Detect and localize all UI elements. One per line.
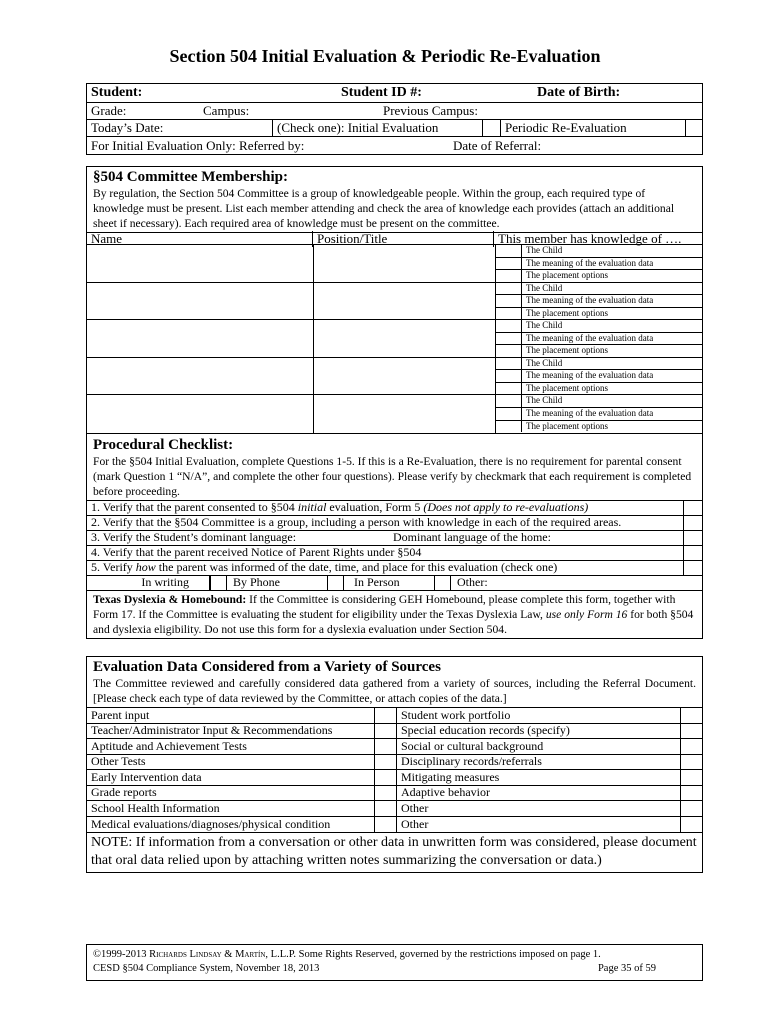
evaluation-left-checkbox[interactable]: [374, 755, 397, 770]
copyright-rights: , L.L.P. Some Rights Reserved, governed by the restrictions imposed on page 1.: [265, 949, 601, 960]
knowledge-checkbox[interactable]: [496, 383, 522, 395]
evaluation-intro: The Committee reviewed and carefully considered data gathered from a variety of sources, including the Referral Document. [Please check each type of data reviewed by the Committee, or attach copies of the data.]: [93, 677, 696, 705]
todays-date-label[interactable]: Today’s Date:: [87, 120, 273, 136]
evaluation-right-checkbox[interactable]: [680, 739, 702, 754]
evaluation-row: [87, 817, 702, 833]
knowledge-label: The meaning of the evaluation data: [526, 257, 654, 268]
procedural-item-5-checkbox[interactable]: [683, 561, 702, 575]
evaluation-left-checkbox[interactable]: [374, 801, 397, 816]
knowledge-item: [496, 245, 702, 258]
evaluation-row: [87, 786, 702, 802]
knowledge-checkbox[interactable]: [496, 333, 522, 345]
evaluation-row: [87, 708, 702, 724]
evaluation-source-right: Special education records (specify): [401, 723, 570, 738]
knowledge-item: [496, 395, 702, 408]
evaluation-right-checkbox[interactable]: [680, 724, 702, 739]
item5-rest: the parent was informed of the date, time, and place for this evaluation (check one): [155, 560, 558, 574]
member-row: [87, 358, 702, 396]
evaluation-source-right: Other: [401, 816, 429, 831]
knowledge-label: The placement options: [526, 270, 608, 280]
evaluation-source-left: Early Intervention data: [91, 769, 202, 784]
page-title: Section 504 Initial Evaluation & Periodic Re-Evaluation: [169, 46, 601, 66]
evaluation-right-checkbox[interactable]: [680, 755, 702, 770]
knowledge-label: The Child: [526, 395, 563, 405]
footer-system: CESD §504 Compliance System, November 18, 2013: [93, 963, 320, 974]
knowledge-item: [496, 333, 702, 346]
column-header-name: Name: [87, 231, 313, 247]
committee-title: §504 Committee Membership:: [93, 169, 288, 185]
evaluation-left-checkbox[interactable]: [374, 817, 397, 833]
knowledge-item: [496, 295, 702, 308]
procedural-item-5: [87, 560, 683, 575]
by-phone-checkbox[interactable]: [327, 576, 344, 590]
evaluation-rows: [87, 707, 702, 832]
item1-text: 1. Verify that the parent consented to §504: [91, 500, 298, 514]
member-position-field[interactable]: [314, 320, 496, 357]
knowledge-checkbox[interactable]: [496, 308, 522, 320]
copyright-firm: Richards Lindsay & Martín: [149, 949, 266, 960]
dominant-language-home[interactable]: Dominant language of the home:: [393, 530, 551, 544]
student-info-box: [86, 83, 703, 155]
dyslexia-end: for both §504 and dyslexia eligibility. Do not use this form for a dyslexia evaluation under Section 504.: [93, 607, 694, 636]
committee-membership-section: [86, 166, 703, 639]
previous-campus-label[interactable]: Previous Campus:: [383, 103, 478, 118]
evaluation-source-right: Other: [401, 800, 429, 815]
member-knowledge-group: [496, 245, 702, 282]
option-by-phone: By Phone: [233, 575, 281, 589]
knowledge-item: [496, 383, 702, 395]
member-row: [87, 245, 702, 283]
student-label[interactable]: Student:: [91, 85, 143, 100]
dyslexia-form16: use only Form 16: [545, 607, 628, 621]
evaluation-right-checkbox[interactable]: [680, 817, 702, 833]
member-rows: [87, 245, 702, 434]
procedural-item-2-checkbox[interactable]: [683, 516, 702, 530]
procedural-item-4-checkbox[interactable]: [683, 546, 702, 560]
knowledge-item: [496, 258, 702, 271]
member-name-field[interactable]: [87, 358, 314, 395]
evaluation-source-right: Social or cultural background: [401, 738, 544, 753]
evaluation-right-checkbox[interactable]: [680, 770, 702, 785]
page-footer: [86, 944, 703, 981]
knowledge-label: The placement options: [526, 420, 608, 431]
evaluation-right-checkbox[interactable]: [680, 801, 702, 816]
evaluation-note: NOTE: If information from a conversation or other data in unwritten form was considered, please document that oral data relied upon by attaching written notes summarizing the conversation or data.): [87, 832, 702, 872]
member-knowledge-group: [496, 283, 702, 320]
evaluation-row: [87, 801, 702, 817]
evaluation-data-section: [86, 656, 703, 873]
knowledge-checkbox[interactable]: [496, 370, 522, 382]
knowledge-item: [496, 421, 702, 433]
evaluation-row: [87, 739, 702, 755]
column-header-position: Position/Title: [313, 231, 494, 247]
date-of-referral-label[interactable]: Date of Referral:: [453, 137, 542, 153]
knowledge-label: The meaning of the evaluation data: [526, 332, 654, 343]
dyslexia-heading: Texas Dyslexia & Homebound:: [93, 592, 247, 606]
knowledge-checkbox[interactable]: [496, 295, 522, 307]
evaluation-row: [87, 724, 702, 740]
knowledge-checkbox[interactable]: [496, 270, 522, 282]
knowledge-checkbox[interactable]: [496, 358, 522, 370]
procedural-items: [87, 500, 702, 638]
member-name-field[interactable]: [87, 320, 314, 357]
knowledge-checkbox[interactable]: [496, 320, 522, 332]
evaluation-source-right: Mitigating measures: [401, 769, 500, 784]
knowledge-checkbox[interactable]: [496, 345, 522, 357]
footer-bottom-line: [93, 962, 696, 976]
member-row: [87, 283, 702, 321]
evaluation-source-left: Other Tests: [91, 754, 146, 769]
dob-label[interactable]: Date of Birth:: [537, 85, 621, 100]
knowledge-label: The Child: [526, 320, 563, 330]
knowledge-checkbox[interactable]: [496, 421, 522, 433]
member-position-field[interactable]: [314, 395, 496, 433]
knowledge-checkbox[interactable]: [496, 245, 522, 257]
initial-evaluation-label: (Check one): Initial Evaluation: [273, 120, 483, 136]
student-id-label[interactable]: Student ID #:: [341, 85, 422, 100]
option-in-person: In Person: [354, 575, 400, 589]
in-person-checkbox[interactable]: [434, 576, 451, 590]
member-row: [87, 395, 702, 433]
dyslexia-text: If the Committee is considering GEH Homebound, please complete this form, together with Form 17. If the Committee is evaluating the student for eligibility under the Texas Dyslexia Law,: [93, 592, 676, 621]
dyslexia-note: [87, 591, 702, 638]
member-name-field[interactable]: [87, 395, 314, 433]
knowledge-item: [496, 308, 702, 320]
evaluation-row: [87, 755, 702, 771]
item1-initial: initial: [297, 500, 327, 514]
procedural-item-3[interactable]: 3. Verify the Student’s dominant language:: [91, 530, 297, 544]
member-position-field[interactable]: [314, 358, 496, 395]
option-other[interactable]: Other:: [457, 575, 488, 589]
evaluation-source-left: Parent input: [91, 707, 150, 722]
evaluation-source-right: Disciplinary records/referrals: [401, 754, 542, 769]
knowledge-item: [496, 320, 702, 333]
grade-label[interactable]: Grade:: [91, 103, 127, 118]
evaluation-source-left: Aptitude and Achievement Tests: [91, 738, 247, 753]
knowledge-label: The Child: [526, 357, 563, 368]
knowledge-checkbox[interactable]: [496, 283, 522, 295]
knowledge-item: [496, 370, 702, 383]
evaluation-source-left: Medical evaluations/diagnoses/physical condition: [91, 816, 331, 831]
member-position-field[interactable]: [314, 245, 496, 282]
evaluation-source-left: School Health Information: [91, 800, 220, 815]
evaluation-left-checkbox[interactable]: [374, 786, 397, 801]
evaluation-title: Evaluation Data Considered from a Variety of Sources: [93, 659, 441, 675]
evaluation-source-left: Grade reports: [91, 785, 157, 800]
member-position-field[interactable]: [314, 283, 496, 320]
item1-note: (Does not apply to re-evaluations): [423, 500, 589, 514]
knowledge-checkbox[interactable]: [496, 395, 522, 407]
evaluation-right-checkbox[interactable]: [680, 708, 702, 723]
evaluation-source-right: Adaptive behavior: [401, 785, 490, 800]
footer-page-number: Page 35 of 59: [597, 963, 656, 974]
knowledge-label: The placement options: [526, 382, 608, 393]
evaluation-source-right: Student work portfolio: [401, 707, 511, 722]
member-name-field[interactable]: [87, 245, 314, 282]
periodic-re-evaluation-label: Periodic Re-Evaluation: [501, 120, 686, 136]
member-knowledge-group: [496, 395, 702, 433]
procedural-intro: For the §504 Initial Evaluation, complete Questions 1-5. If this is a Re-Evaluation, there is no requirement for parental consent (mark Question 1 “N/A”, and complete the other four questions). Please verify by checkmark that each requirement is completed before proceeding.: [93, 454, 692, 498]
item1-form: evaluation, Form 5: [326, 500, 424, 514]
knowledge-item: [496, 408, 702, 421]
knowledge-item: [496, 345, 702, 357]
committee-intro: By regulation, the Section 504 Committee is a group of knowledgeable people. Within the group, each required type of knowledge must be present. List each member attending and check the area of knowledge each provides (attach an additional sheet if necessary). Each required area of knowledge must be present on the committee.: [93, 187, 675, 230]
evaluation-source-left: Teacher/Administrator Input & Recommendations: [91, 723, 333, 738]
evaluation-left-checkbox[interactable]: [374, 708, 397, 723]
procedural-item-1: [87, 500, 683, 515]
procedural-item-2: 2. Verify that the §504 Committee is a group, including a person with knowledge in each of the required areas.: [91, 515, 622, 529]
option-in-writing: In writing: [141, 575, 189, 589]
knowledge-item: [496, 358, 702, 371]
divider: [201, 576, 210, 590]
evaluation-left-checkbox[interactable]: [374, 724, 397, 739]
member-knowledge-group: [496, 320, 702, 357]
member-row: [87, 320, 702, 358]
evaluation-left-checkbox[interactable]: [374, 770, 397, 785]
procedural-item-4: 4. Verify that the parent received Notice of Parent Rights under §504: [91, 545, 422, 559]
evaluation-right-checkbox[interactable]: [680, 786, 702, 801]
periodic-re-evaluation-checkbox[interactable]: [686, 120, 702, 136]
evaluation-left-checkbox[interactable]: [374, 739, 397, 754]
member-name-field[interactable]: [87, 283, 314, 320]
knowledge-label: The meaning of the evaluation data: [526, 370, 654, 380]
knowledge-checkbox[interactable]: [496, 408, 522, 420]
procedural-item-3-checkbox[interactable]: [683, 531, 702, 545]
item5-text: 5. Verify: [91, 560, 136, 574]
procedural-item-1-checkbox[interactable]: [683, 501, 702, 515]
knowledge-label: The meaning of the evaluation data: [526, 295, 654, 305]
knowledge-item: [496, 283, 702, 296]
knowledge-label: The placement options: [526, 345, 608, 355]
knowledge-checkbox[interactable]: [496, 258, 522, 270]
member-knowledge-group: [496, 358, 702, 395]
referred-by-label[interactable]: For Initial Evaluation Only: Referred by:: [91, 137, 305, 153]
campus-label[interactable]: Campus:: [203, 103, 250, 118]
column-header-knowledge: This member has knowledge of ….: [498, 230, 682, 246]
procedural-title: Procedural Checklist:: [93, 436, 234, 453]
evaluation-row: [87, 770, 702, 786]
initial-evaluation-checkbox[interactable]: [483, 120, 501, 136]
knowledge-label: The meaning of the evaluation data: [526, 407, 654, 418]
footer-copyright: [93, 948, 696, 962]
in-writing-checkbox[interactable]: [210, 576, 227, 590]
knowledge-item: [496, 270, 702, 282]
copyright-year: ©1999-2013: [93, 949, 150, 960]
item5-how: how: [135, 560, 156, 574]
knowledge-label: The Child: [526, 282, 563, 293]
knowledge-label: The placement options: [526, 307, 608, 318]
knowledge-label: The Child: [526, 245, 563, 255]
